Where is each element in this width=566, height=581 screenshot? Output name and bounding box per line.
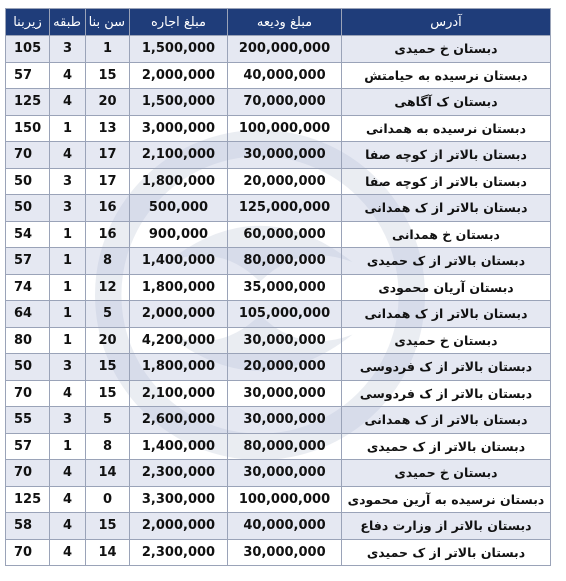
cell-address: دبستان بالاتر از ک فردوسی	[342, 354, 551, 381]
cell-rent: 2,300,000	[130, 460, 228, 487]
cell-age: 0	[86, 486, 130, 513]
cell-area: 55	[6, 407, 50, 434]
cell-address: دبستان بالاتر از ک همدانی	[342, 301, 551, 328]
rental-listing-table-container	[5, 8, 550, 566]
table-row	[6, 248, 551, 275]
cell-age: 5	[86, 301, 130, 328]
table-row	[6, 513, 551, 540]
cell-address: دبستان خ حمیدی	[342, 36, 551, 63]
cell-floor: 1	[50, 327, 86, 354]
cell-rent: 1,500,000	[130, 36, 228, 63]
cell-deposit: 35,000,000	[228, 274, 342, 301]
cell-area: 57	[6, 433, 50, 460]
cell-address: دبستان خ همدانی	[342, 221, 551, 248]
cell-address: دبستان بالاتر از ک حمیدی	[342, 539, 551, 566]
cell-deposit: 20,000,000	[228, 168, 342, 195]
cell-age: 15	[86, 62, 130, 89]
cell-age: 17	[86, 168, 130, 195]
cell-rent: 4,200,000	[130, 327, 228, 354]
cell-floor: 1	[50, 274, 86, 301]
cell-rent: 2,600,000	[130, 407, 228, 434]
cell-floor: 1	[50, 115, 86, 142]
cell-deposit: 60,000,000	[228, 221, 342, 248]
cell-area: 50	[6, 354, 50, 381]
table-row	[6, 301, 551, 328]
cell-area: 50	[6, 195, 50, 222]
cell-area: 105	[6, 36, 50, 63]
cell-address: دبستان نرسیده به حیامتش	[342, 62, 551, 89]
cell-deposit: 100,000,000	[228, 486, 342, 513]
cell-area: 58	[6, 513, 50, 540]
cell-deposit: 40,000,000	[228, 513, 342, 540]
cell-deposit: 30,000,000	[228, 380, 342, 407]
table-row	[6, 327, 551, 354]
table-row	[6, 115, 551, 142]
table-row	[6, 460, 551, 487]
cell-age: 14	[86, 539, 130, 566]
cell-floor: 1	[50, 433, 86, 460]
cell-rent: 1,800,000	[130, 168, 228, 195]
cell-floor: 1	[50, 248, 86, 275]
cell-rent: 900,000	[130, 221, 228, 248]
cell-area: 64	[6, 301, 50, 328]
cell-age: 1	[86, 36, 130, 63]
table-row	[6, 407, 551, 434]
cell-age: 15	[86, 380, 130, 407]
cell-address: دبستان ک آگاهی	[342, 89, 551, 116]
cell-rent: 3,300,000	[130, 486, 228, 513]
cell-floor: 1	[50, 301, 86, 328]
cell-floor: 4	[50, 62, 86, 89]
cell-deposit: 80,000,000	[228, 248, 342, 275]
cell-deposit: 125,000,000	[228, 195, 342, 222]
table-row	[6, 89, 551, 116]
cell-area: 54	[6, 221, 50, 248]
cell-address: دبستان نرسیده به آرین محمودی	[342, 486, 551, 513]
cell-floor: 4	[50, 142, 86, 169]
table-row	[6, 274, 551, 301]
table-row	[6, 168, 551, 195]
cell-area: 70	[6, 142, 50, 169]
cell-area: 50	[6, 168, 50, 195]
cell-age: 5	[86, 407, 130, 434]
cell-rent: 2,100,000	[130, 142, 228, 169]
table-row	[6, 354, 551, 381]
cell-area: 57	[6, 248, 50, 275]
cell-floor: 3	[50, 407, 86, 434]
cell-deposit: 30,000,000	[228, 460, 342, 487]
cell-floor: 1	[50, 221, 86, 248]
cell-rent: 2,300,000	[130, 539, 228, 566]
cell-rent: 1,800,000	[130, 354, 228, 381]
cell-rent: 1,400,000	[130, 433, 228, 460]
cell-floor: 4	[50, 380, 86, 407]
cell-rent: 1,500,000	[130, 89, 228, 116]
cell-deposit: 30,000,000	[228, 327, 342, 354]
cell-deposit: 70,000,000	[228, 89, 342, 116]
cell-floor: 3	[50, 195, 86, 222]
cell-area: 57	[6, 62, 50, 89]
table-header	[6, 9, 551, 36]
cell-area: 150	[6, 115, 50, 142]
cell-deposit: 30,000,000	[228, 142, 342, 169]
cell-floor: 4	[50, 89, 86, 116]
cell-area: 125	[6, 486, 50, 513]
cell-address: دبستان بالاتر از ک همدانی	[342, 407, 551, 434]
cell-address: دبستان بالاتر از ک همدانی	[342, 195, 551, 222]
cell-area: 74	[6, 274, 50, 301]
cell-address: دبستان بالاتر از ک حمیدی	[342, 248, 551, 275]
cell-floor: 3	[50, 354, 86, 381]
cell-area: 70	[6, 539, 50, 566]
table-row	[6, 195, 551, 222]
cell-rent: 2,000,000	[130, 301, 228, 328]
cell-age: 17	[86, 142, 130, 169]
cell-age: 16	[86, 221, 130, 248]
cell-deposit: 100,000,000	[228, 115, 342, 142]
cell-age: 12	[86, 274, 130, 301]
cell-deposit: 200,000,000	[228, 36, 342, 63]
header-address: آدرس	[342, 9, 551, 36]
cell-address: دبستان خ حمیدی	[342, 460, 551, 487]
header-age: سن بنا	[86, 9, 130, 36]
cell-age: 14	[86, 460, 130, 487]
header-floor: طبقه	[50, 9, 86, 36]
cell-age: 16	[86, 195, 130, 222]
table-row	[6, 221, 551, 248]
cell-area: 70	[6, 380, 50, 407]
cell-floor: 4	[50, 460, 86, 487]
table-row	[6, 142, 551, 169]
cell-address: دبستان بالاتر از ک حمیدی	[342, 433, 551, 460]
cell-address: دبستان نرسیده به همدانی	[342, 115, 551, 142]
cell-rent: 1,800,000	[130, 274, 228, 301]
cell-deposit: 40,000,000	[228, 62, 342, 89]
table-row	[6, 36, 551, 63]
table-body	[6, 36, 551, 566]
cell-deposit: 105,000,000	[228, 301, 342, 328]
cell-deposit: 20,000,000	[228, 354, 342, 381]
header-row	[6, 9, 551, 36]
header-deposit: مبلغ ودیعه	[228, 9, 342, 36]
cell-floor: 4	[50, 513, 86, 540]
cell-area: 80	[6, 327, 50, 354]
cell-area: 70	[6, 460, 50, 487]
table-row	[6, 486, 551, 513]
header-area: زیربنا	[6, 9, 50, 36]
table-row	[6, 380, 551, 407]
table-row	[6, 62, 551, 89]
cell-deposit: 80,000,000	[228, 433, 342, 460]
rental-listing-table	[5, 8, 551, 566]
cell-address: دبستان بالاتر از کوچه صفا	[342, 168, 551, 195]
cell-floor: 3	[50, 36, 86, 63]
cell-rent: 1,400,000	[130, 248, 228, 275]
cell-address: دبستان بالاتر از کوچه صفا	[342, 142, 551, 169]
cell-address: دبستان بالاتر از ک فردوسی	[342, 380, 551, 407]
cell-age: 20	[86, 89, 130, 116]
cell-age: 20	[86, 327, 130, 354]
cell-rent: 500,000	[130, 195, 228, 222]
cell-floor: 4	[50, 539, 86, 566]
header-rent: مبلغ اجاره	[130, 9, 228, 36]
cell-age: 8	[86, 433, 130, 460]
cell-rent: 2,000,000	[130, 62, 228, 89]
cell-address: دبستان بالاتر از وزارت دفاع	[342, 513, 551, 540]
cell-deposit: 30,000,000	[228, 407, 342, 434]
table-row	[6, 433, 551, 460]
cell-area: 125	[6, 89, 50, 116]
cell-rent: 3,000,000	[130, 115, 228, 142]
cell-deposit: 30,000,000	[228, 539, 342, 566]
cell-age: 15	[86, 513, 130, 540]
cell-floor: 4	[50, 486, 86, 513]
cell-age: 15	[86, 354, 130, 381]
table-row	[6, 539, 551, 566]
cell-rent: 2,100,000	[130, 380, 228, 407]
cell-rent: 2,000,000	[130, 513, 228, 540]
cell-address: دبستان خ حمیدی	[342, 327, 551, 354]
cell-address: دبستان آریان محمودی	[342, 274, 551, 301]
cell-age: 8	[86, 248, 130, 275]
cell-floor: 3	[50, 168, 86, 195]
cell-age: 13	[86, 115, 130, 142]
